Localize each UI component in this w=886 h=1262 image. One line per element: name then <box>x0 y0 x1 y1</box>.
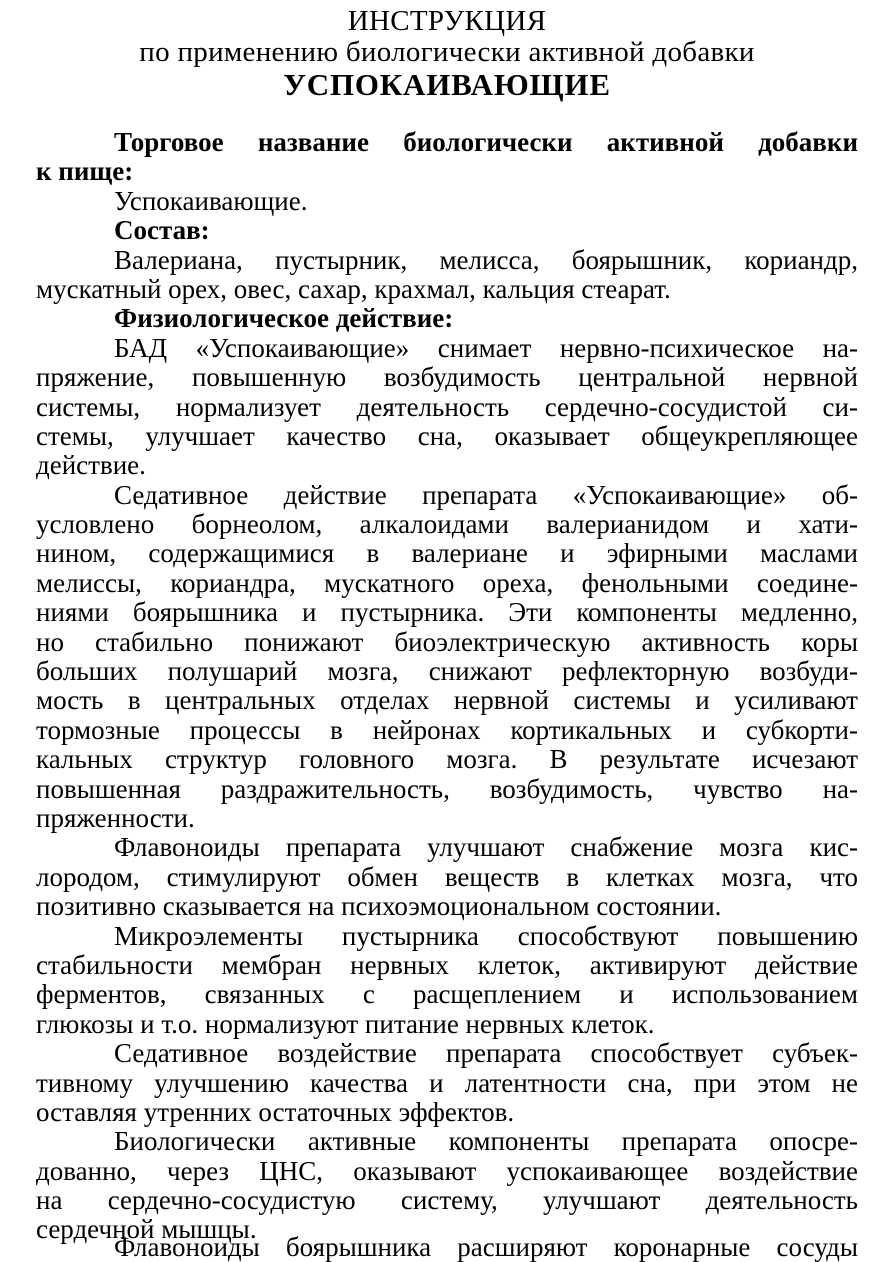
text-line: Микроэлементы пустырника способствуют повышению <box>114 920 858 951</box>
text-line: оставляя утренних остаточных эффектов. <box>36 1096 515 1127</box>
text-line: Торговое название биологически активной добавки <box>114 127 858 157</box>
text-line: но стабильно понижают биоэлектрическую активность коры <box>36 626 858 657</box>
text-line: действие. <box>36 450 146 481</box>
text-line: Флавоноиды препарата улучшают снабжение мозга кис- <box>114 832 858 863</box>
text-line: Успокаивающие. <box>114 185 308 216</box>
text-line: условлено борнеолом, алкалоидами валерианидом и хати- <box>36 509 858 540</box>
text-line: повышенная раздражительность, возбудимость, чувство на- <box>36 773 858 804</box>
text-line: Седативное воздействие препарата способствует субъек- <box>114 1038 858 1069</box>
text-line: ферментов, связанных с расщеплением и использованием <box>36 979 858 1010</box>
document-title-block <box>36 6 858 101</box>
text-line: мелиссы, кориандра, мускатного ореха, фенольными соедине- <box>36 567 858 598</box>
text-line: лородом, стимулируют обмен веществ в клетках мозга, что <box>36 861 858 892</box>
text-line: мость в центральных отделах нервной системы и усиливают <box>36 685 858 716</box>
title-line-subtitle: по применению биологически активной добавки <box>139 36 755 68</box>
text-line: Биологически активные компоненты препарата опосре- <box>114 1126 858 1157</box>
text-line: Валериана, пустырник, мелисса, боярышник, кориандр, <box>114 244 858 275</box>
text-line: стемы, улучшает качество сна, оказывает общеукрепляющее <box>36 420 858 451</box>
text-line: стабильности мембран нервных клеток, активируют действие <box>36 949 858 980</box>
text-line: больших полушарий мозга, снижают рефлекторную возбуди- <box>36 656 858 687</box>
clipped-next-line: Флавоноиды боярышника расширяют коронарные сосуды <box>114 1232 858 1262</box>
text-line: Седативное действие препарата «Успокаивающие» об- <box>114 479 858 510</box>
title-line-instruction: ИНСТРУКЦИЯ <box>347 5 547 37</box>
text-line: системы, нормализует деятельность сердечно-сосудистой си- <box>36 391 858 422</box>
text-line: дованно, через ЦНС, оказывают успокаивающее воздействие <box>36 1155 858 1186</box>
text-line: Физиологическое действие: <box>114 303 454 334</box>
text-line: кальных структур головного мозга. В результате исчезают <box>36 744 858 775</box>
text-line: ниями боярышника и пустырника. Эти компоненты медленно, <box>36 597 858 628</box>
text-line: пряженности. <box>36 802 195 833</box>
document-body <box>36 127 858 1262</box>
text-line: позитивно сказывается на психоэмоциональном состоянии. <box>36 891 722 922</box>
text-line: сердечной мышцы. <box>36 1214 257 1245</box>
text-line: к пище: <box>36 156 134 187</box>
text-line: нином, содержащимися в валериане и эфирными маслами <box>36 538 858 569</box>
title-line-product-name: УСПОКАИВАЮЩИЕ <box>283 67 611 102</box>
text-line: тормозные процессы в нейронах кортикальных и субкорти- <box>36 714 858 745</box>
text-line: Состав: <box>114 215 210 246</box>
text-line: тивному улучшению качества и латентности сна, при этом не <box>36 1067 858 1098</box>
text-line: глюкозы и т.о. нормализуют питание нервных клеток. <box>36 1008 655 1039</box>
text-line: пряжение, повышенную возбудимость центральной нервной <box>36 362 858 393</box>
text-line: на сердечно-сосудистую систему, улучшают деятельность <box>36 1185 858 1216</box>
text-line: мускатный орех, овес, сахар, крахмал, кальция стеарат. <box>36 273 671 304</box>
text-line: БАД «Успокаивающие» снимает нервно-психическое на- <box>114 332 858 363</box>
